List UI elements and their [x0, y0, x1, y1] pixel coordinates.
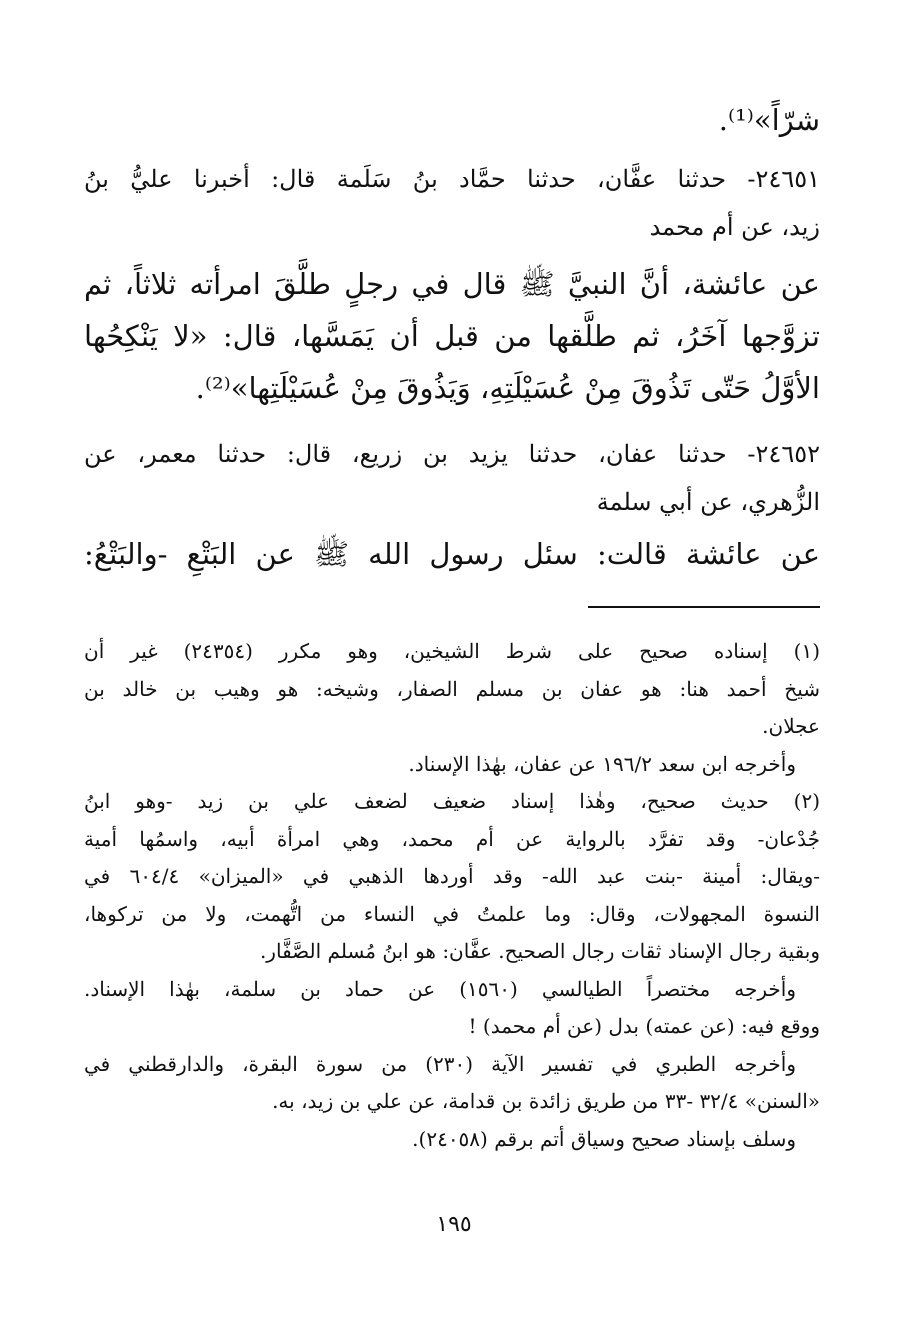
footnote-line: جُدْعان- وقد تفرَّد بالرواية عن أم محمد، وهي امرأة أبيه، واسمُها أمية [84, 826, 820, 851]
matn-line: عن عائشة، أنَّ النبيَّ ﷺ قال في رجلٍ طلَّقَ امرأته ثلاثاً، ثم [84, 267, 820, 301]
hadith-24651-matn [84, 258, 820, 414]
opening-line: شرّاً»⁽¹⁾. [718, 103, 820, 137]
footnotes [84, 633, 820, 1158]
footnote-line: النسوة المجهولات، وقال: وما علمتُ في النساء من اتُّهمت، ولا من تركوها، [84, 901, 820, 926]
footnote-line: وبقية رجال الإسناد ثقات رجال الصحيح. عفَّان: هو ابنُ مُسلم الصَّفَّار. [259, 939, 820, 963]
footnote-line: -ويقال: أمينة -بنت عبد الله- وقد أوردها الذهبي في «الميزان» ٦٠٤/٤ في [84, 864, 820, 888]
footnote-line: وأخرجه الطبري في تفسير الآية (٢٣٠) من سورة البقرة، والدارقطني في [84, 1051, 796, 1076]
footnote-line: (١) إسناده صحيح على شرط الشيخين، وهو مكرر (٢٤٣٥٤) غير أن [84, 639, 820, 663]
footnote-line: ووقع فيه: (عن عمته) بدل (عن أم محمد) ! [468, 1014, 820, 1038]
isnad-line: زيد، عن أم محمد [649, 213, 820, 241]
matn-line: عن عائشة قالت: سئل رسول الله ﷺ عن البَتْعِ -والبَتْعُ: [84, 537, 820, 571]
hadith-24652-isnad [84, 430, 820, 526]
isnad-line: ٢٤٦٥١- حدثنا عفَّان، حدثنا حمَّاد بنُ سَلَمة قال: أخبرنا عليُّ بنُ [84, 165, 820, 193]
footnote-line: شيخ أحمد هنا: هو عفان بن مسلم الصفار، وشيخه: هو وهيب بن خالد بن [84, 676, 820, 701]
footnote-line: (٢) حديث صحيح، وهٰذا إسناد ضعيف لضعف علي بن زيد -وهو ابنُ [84, 789, 820, 813]
footnote-line: وأخرجه ابن سعد ١٩٦/٢ عن عفان، بهٰذا الإسناد. [408, 751, 796, 776]
footnote-separator [588, 606, 820, 608]
matn-line: الأوَّلُ حَتّى تَذُوقَ مِنْ عُسَيْلَتِهِ، وَيَذُوقَ مِنْ عُسَيْلَتِها»⁽²⁾. [195, 371, 820, 405]
footnote-line: وأخرجه مختصراً الطيالسي (١٥٦٠) عن حماد بن سلمة، بهٰذا الإسناد. [84, 976, 796, 1001]
footnote-line: «السنن» ٣٢/٤ -٣٣ من طريق زائدة بن قدامة، عن علي بن زيد، به. [272, 1089, 820, 1113]
hadith-24651-isnad [84, 155, 820, 251]
page-number: ١٩٥ [436, 1212, 472, 1237]
hadith-24652-matn [84, 528, 820, 580]
footnote-line: عجلان. [762, 714, 820, 738]
isnad-line: ٢٤٦٥٢- حدثنا عفان، حدثنا يزيد بن زريع، قال: حدثنا معمر، عن [84, 440, 820, 468]
opening-text [84, 94, 820, 146]
matn-line: تزوَّجها آخَرُ، ثم طلَّقها من قبل أن يَمَسَّها، قال: «لا يَنْكِحُها [84, 319, 820, 353]
isnad-line: الزُّهري، عن أبي سلمة [596, 488, 820, 516]
footnote-line: وسلف بإسناد صحيح وسياق أتم برقم (٢٤٠٥٨). [412, 1126, 796, 1151]
